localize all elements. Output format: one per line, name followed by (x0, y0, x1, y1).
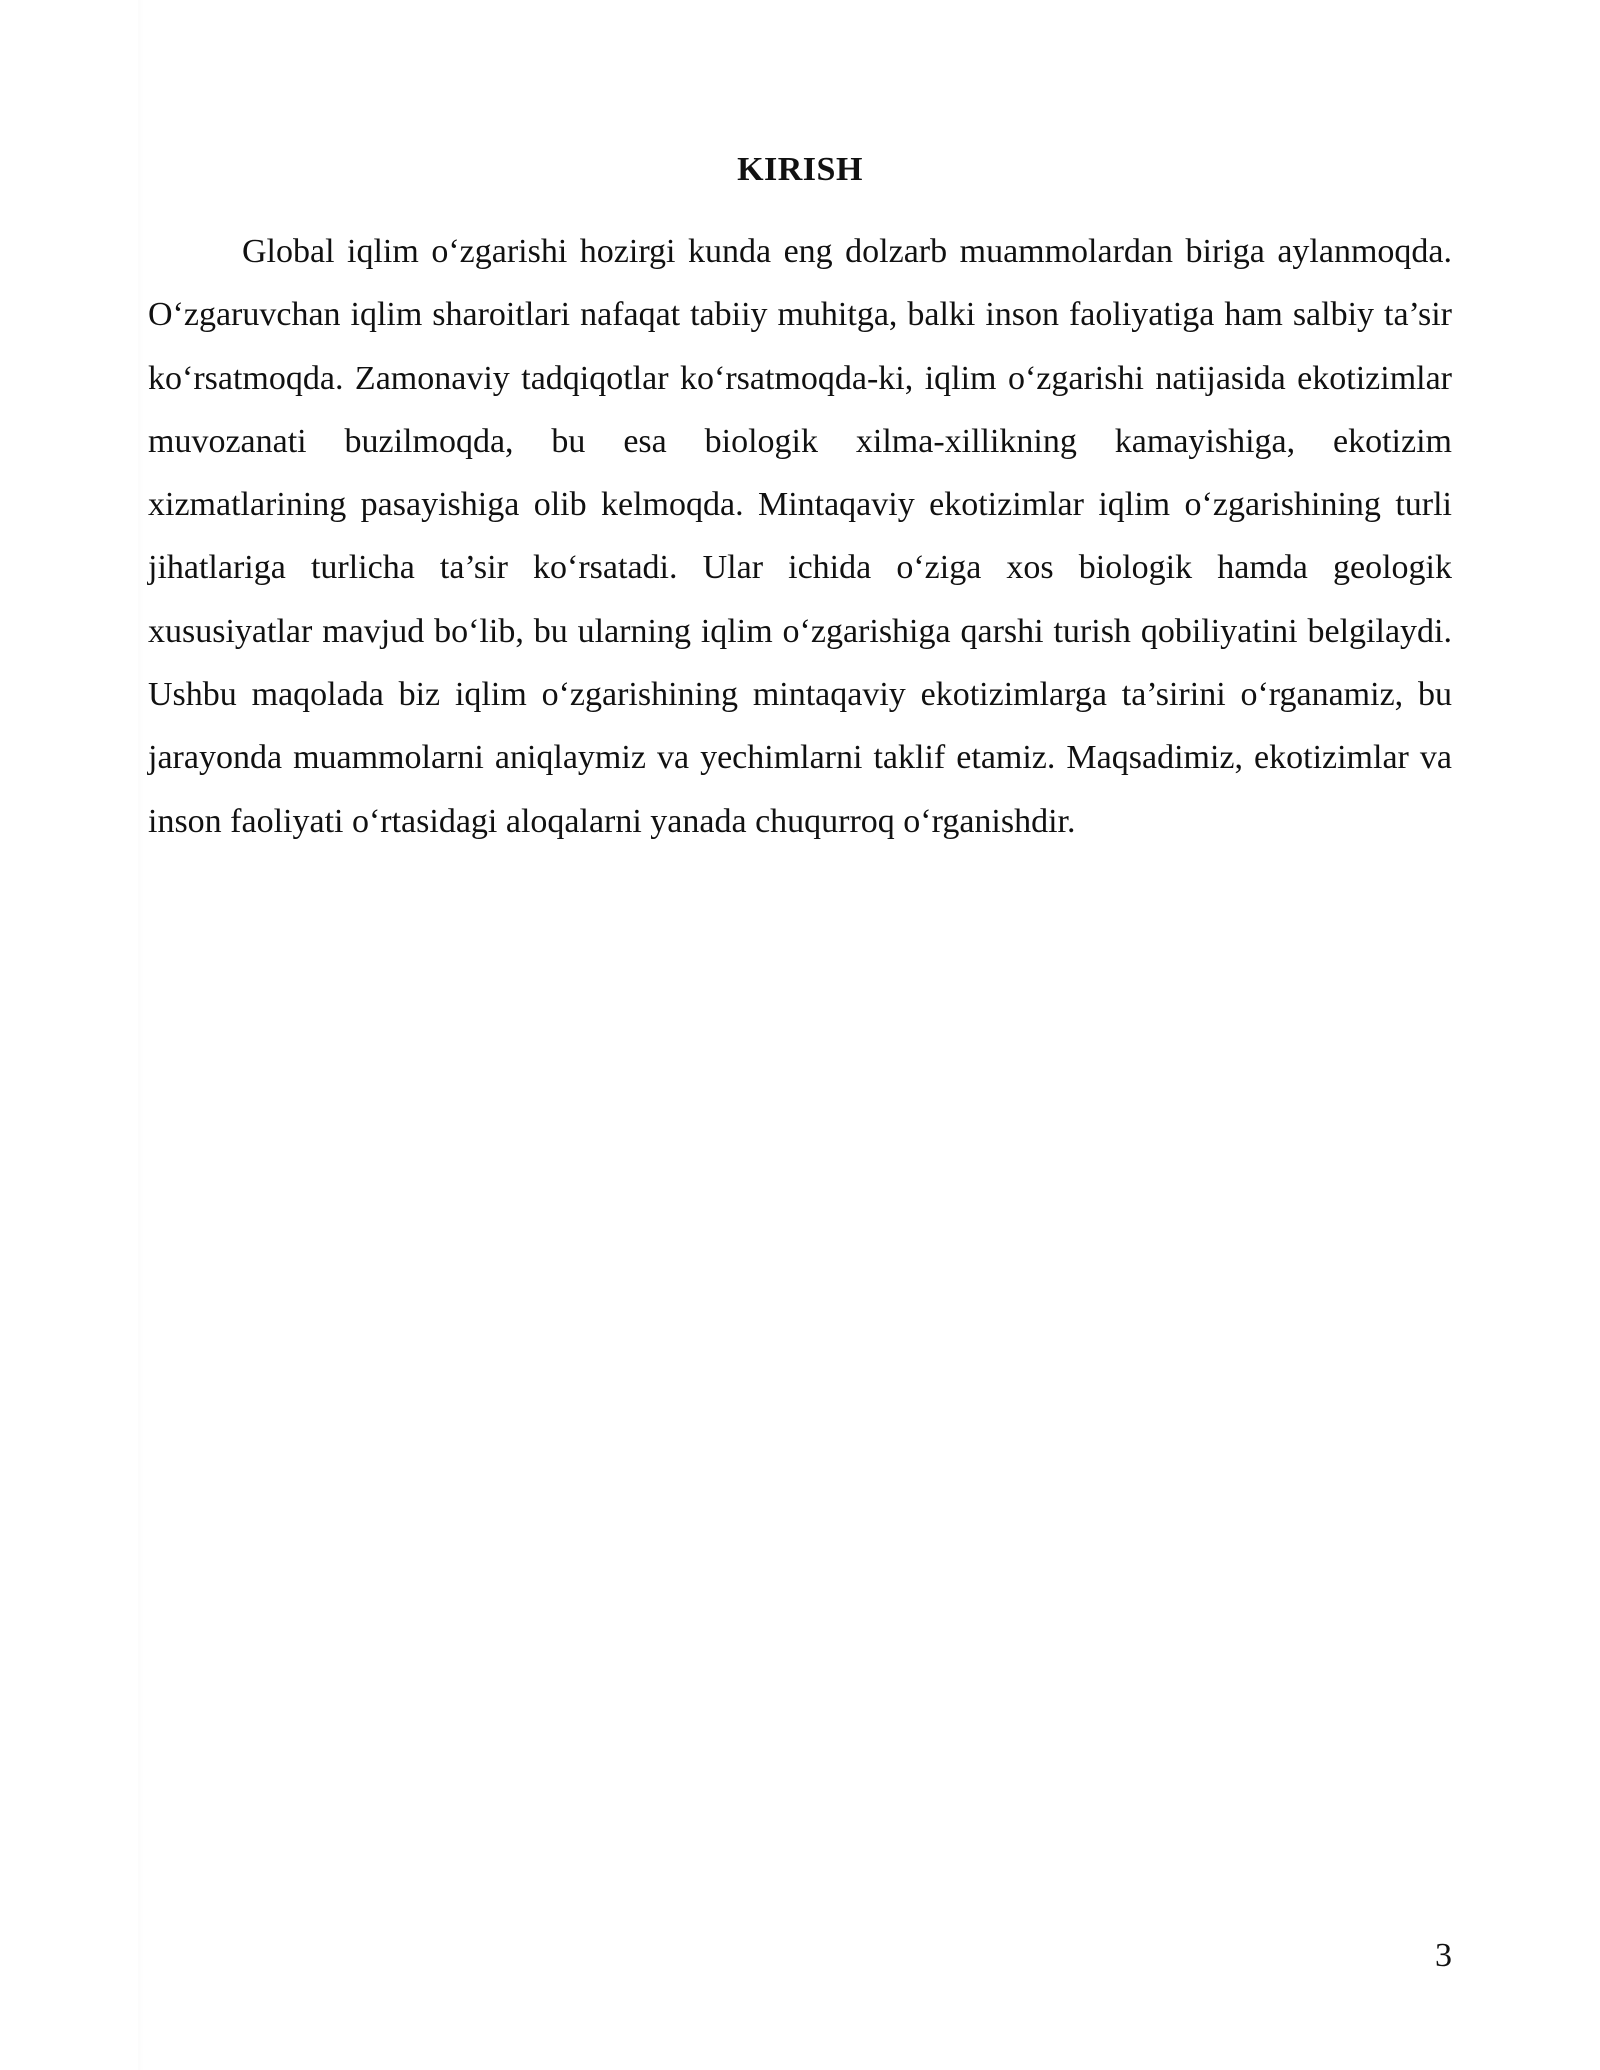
page-number: 3 (1435, 1937, 1452, 1974)
intro-paragraph: Global iqlim o‘zgarishi hozirgi kunda eng dolzarb muammolardan biriga aylanmoqda. O‘zgaruvchan iqlim sharoitlari nafaqat tabiiy muhitga, balki inson faoliyatiga ham salbiy ta’sir ko‘rsatmoqda. Zamonaviy tadqiqotlar ko‘rsatmoqda-ki, iqlim o‘zgarishi natijasida ekotizimlar muvozanati buzilmoqda, bu esa biologik xilma-xillikning kamayishiga, ekotizim xizmatlarining pasayishiga olib kelmoqda. Mintaqaviy ekotizimlar iqlim o‘zgarishining turli jihatlariga turlicha ta’sir ko‘rsatadi. Ular ichida o‘ziga xos biologik hamda geologik xususiyatlar mavjud bo‘lib, bu ularning iqlim o‘zgarishiga qarshi turish qobiliyatini belgilaydi. Ushbu maqolada biz iqlim o‘zgarishining mintaqaviy ekotizimlarga ta’sirini o‘rganamiz, bu jarayonda muammolarni aniqlaymiz va yechimlarni taklif etamiz. Maqsadimiz, ekotizimlar va inson faoliyati o‘rtasidagi aloqalarni yanada chuqurroq o‘rganishdir. (148, 233, 1452, 840)
section-title: KIRISH (737, 151, 863, 188)
page-edge-shadow (138, 0, 144, 2070)
